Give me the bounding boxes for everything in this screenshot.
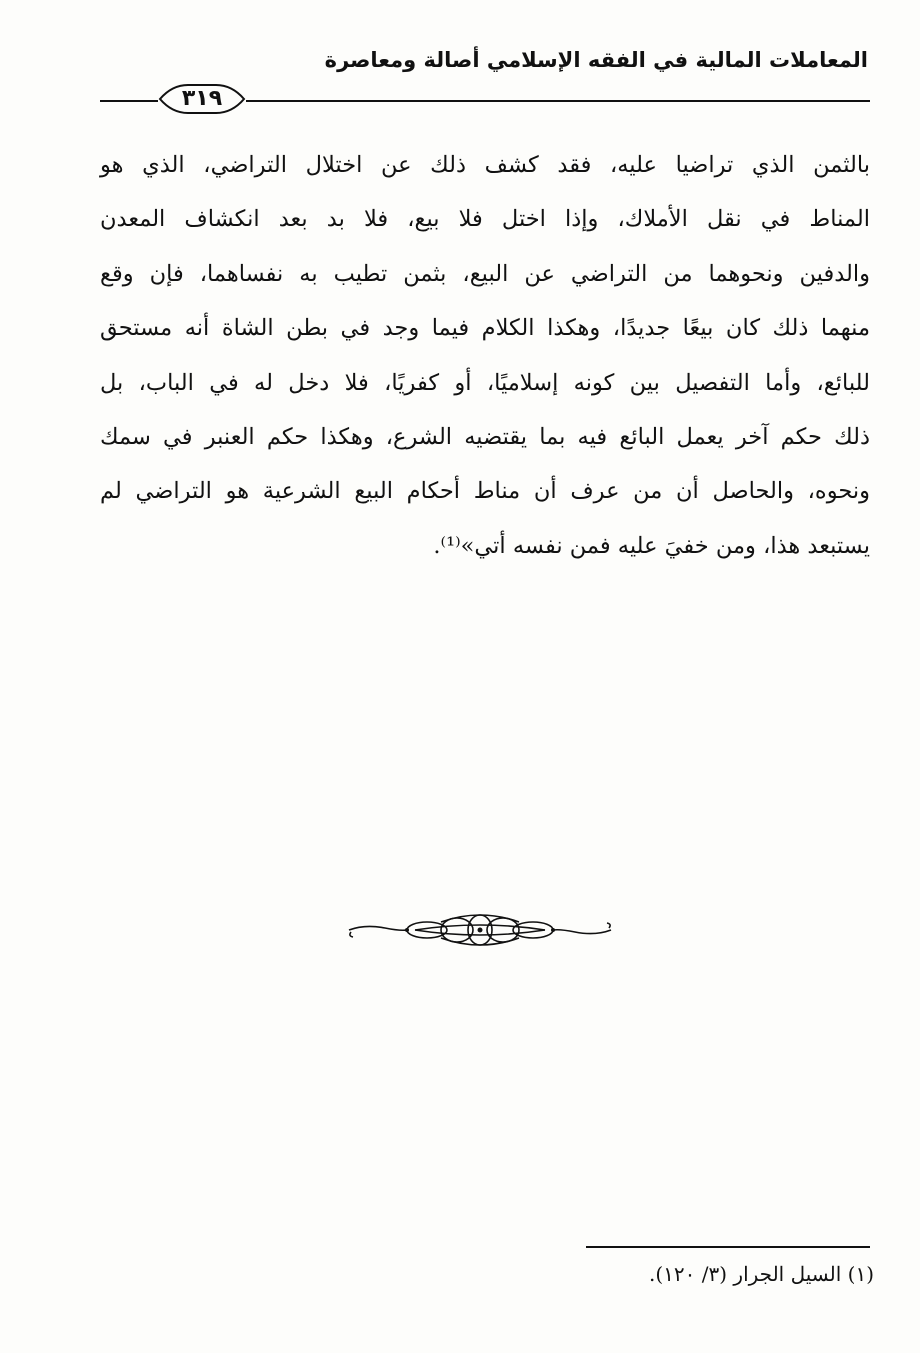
body-line: بالثمن الذي تراضيا عليه، فقد كشف ذلك عن اختلال التراضي، الذي هو [100,152,870,178]
body-line: للبائع، وأما التفصيل بين كونه إسلاميًا، أو كفريًا، فلا دخل له في الباب، بل [100,369,870,396]
body-line: ونحوه، والحاصل أن من عرف أن مناط أحكام البيع الشرعية هو التراضي لم [100,478,870,505]
page-number: ٣١٩ [181,86,223,111]
body-line: ذلك حكم آخر يعمل البائع فيه بما يقتضيه الشرع، وهكذا حكم العنبر في سمك [100,423,870,450]
body-line: والدفين ونحوهما من التراضي عن البيع، بثمن تطيب به نفساهما، فإن وقع [100,260,870,287]
page-number-badge [158,83,246,115]
section-divider-ornament-icon [345,910,615,950]
footnote-rule [586,1246,870,1248]
footnote: (١) السيل الجرار (٣/ ١٢٠). [649,1262,874,1286]
running-header-title: المعاملات المالية في الفقه الإسلامي أصالة ومعاصرة [324,48,868,72]
body-text [100,138,870,573]
body-line: يستبعد هذا، ومن خفيَ عليه فمن نفسه أتي»⁽¹⁾. [433,532,870,559]
body-line: المناط في نقل الأملاك، وإذا اختل فلا بيع، فلا بد بعد انكشاف المعدن [100,206,870,233]
body-line: منهما ذلك كان بيعًا جديدًا، وهكذا الكلام فيما وجد في بطن الشاة أنه مستحق [100,315,870,342]
